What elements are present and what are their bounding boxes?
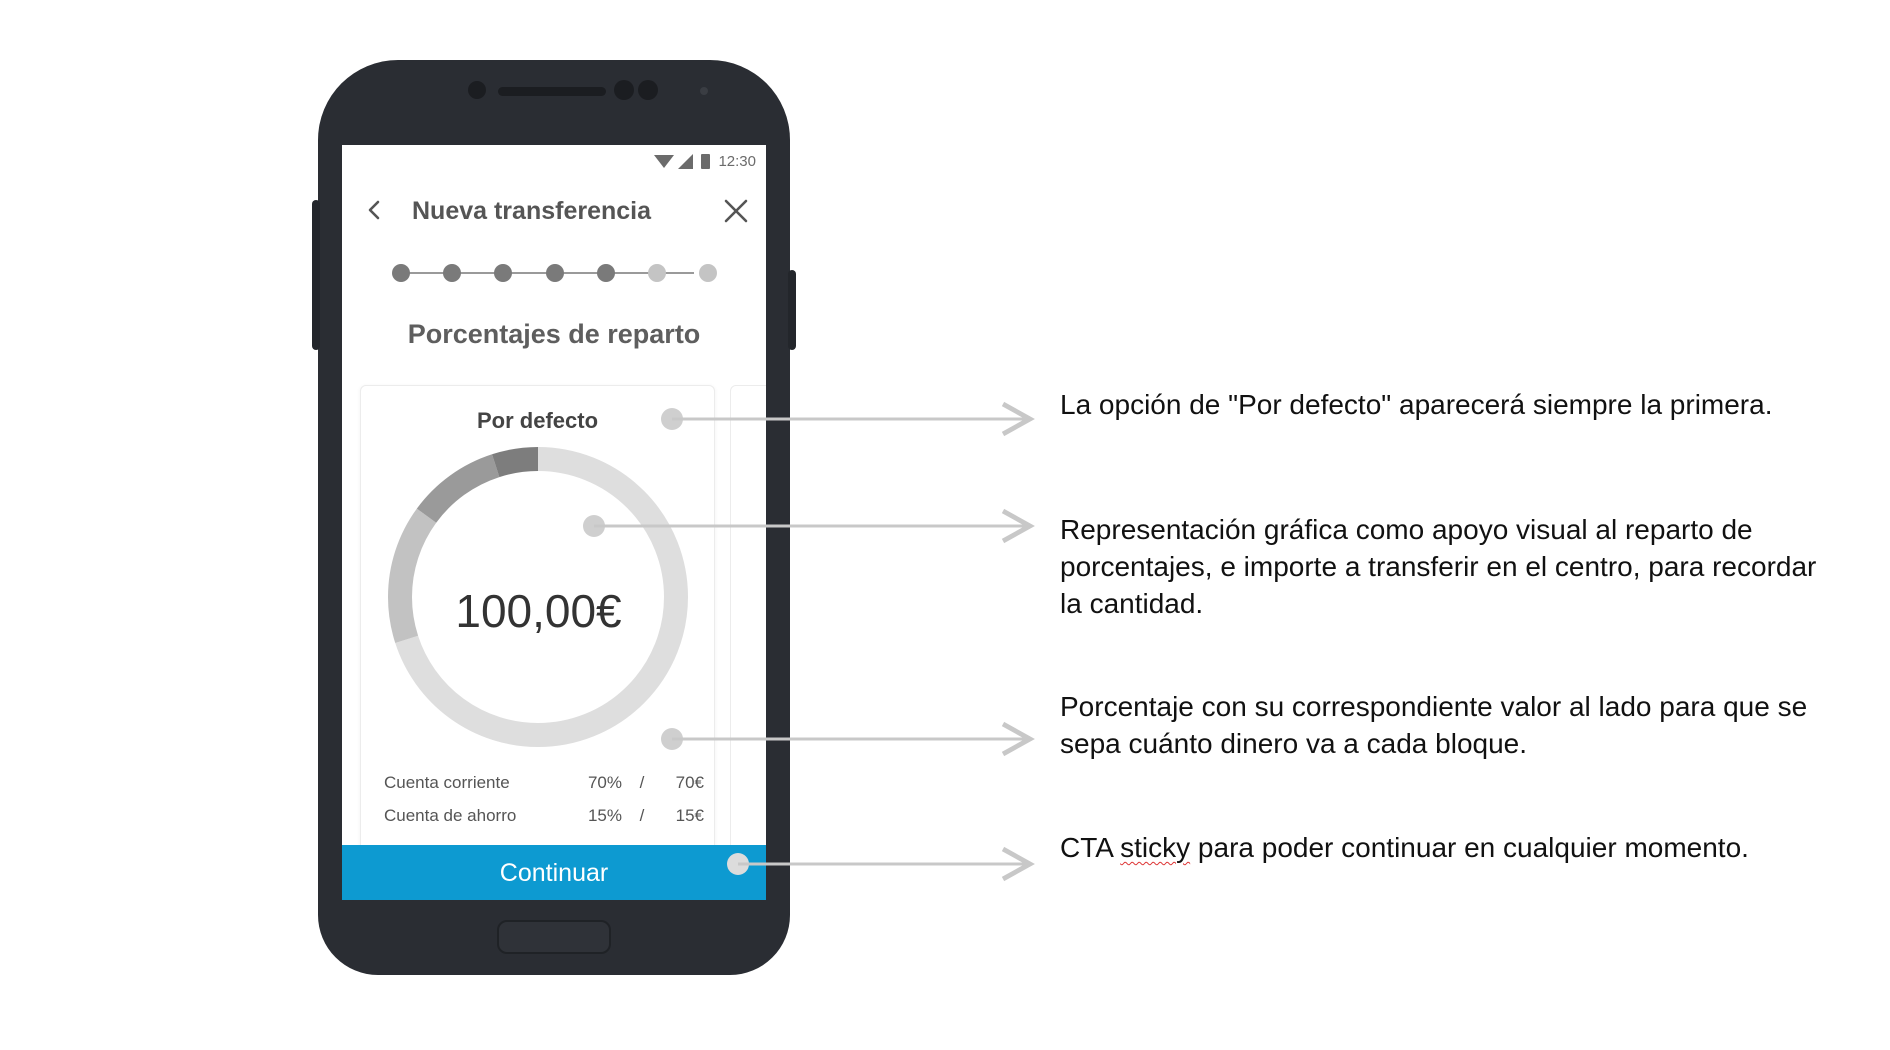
annotation-cta-spell: sticky: [1120, 832, 1191, 863]
annotation-cta-before: CTA: [1060, 832, 1121, 863]
phone-camera: [638, 80, 658, 100]
row-account-name: Cuenta de ahorro: [384, 805, 517, 825]
chevron-left-icon[interactable]: [364, 199, 386, 221]
phone-home-button: [497, 920, 611, 954]
distribution-card-default[interactable]: [360, 385, 715, 900]
annotation-rows: Porcentaje con su correspondiente valor al lado para que se sepa cuánto dinero va a cada bloque.: [1060, 691, 1808, 759]
card-title: Por defecto: [476, 408, 599, 433]
status-time: 12:30: [718, 152, 756, 170]
row-percent: 70%: [587, 772, 622, 792]
distribution-rows: [384, 766, 704, 832]
step-dot: [648, 264, 666, 282]
step-dot: [699, 264, 717, 282]
step-dot: [546, 264, 564, 282]
annotation-donut: Representación gráfica como apoyo visual al reparto de porcentajes, e importe a transferir en el centro, para recordar la cantidad.: [1060, 514, 1817, 619]
donut-amount: 100,00€: [455, 585, 622, 637]
wifi-icon: [654, 155, 674, 168]
app-header: [342, 187, 766, 231]
phone-side-button: [788, 270, 796, 350]
phone-camera: [614, 80, 634, 100]
section-title: Porcentajes de reparto: [407, 319, 701, 349]
status-bar: [654, 151, 756, 171]
phone-mockup: [318, 60, 790, 975]
phone-speaker: [498, 87, 606, 96]
signal-icon: [678, 154, 693, 169]
annotation-default-option: La opción de "Por defecto" aparecerá siempre la primera.: [1060, 389, 1773, 420]
distribution-row: [384, 799, 704, 832]
row-account-name: Cuenta corriente: [384, 772, 510, 792]
phone-side-button: [312, 200, 320, 350]
phone-screen: [342, 145, 766, 900]
row-separator: /: [639, 805, 645, 825]
step-dot: [597, 264, 615, 282]
row-value: 70€: [675, 772, 704, 792]
step-dot: [443, 264, 461, 282]
page-title: Nueva transferencia: [412, 197, 652, 225]
row-separator: /: [639, 772, 645, 792]
row-percent: 15%: [587, 805, 622, 825]
row-value: 15€: [675, 805, 704, 825]
progress-stepper: [392, 263, 702, 283]
distribution-card-next[interactable]: [730, 385, 766, 900]
phone-sensor: [700, 87, 708, 95]
annotation-cta-after: para poder continuar en cualquier momento.: [1190, 832, 1749, 863]
battery-icon: [701, 154, 710, 169]
step-dot: [494, 264, 512, 282]
annotation-cta: [1060, 829, 1820, 866]
phone-sensor: [468, 81, 486, 99]
step-dot: [392, 264, 410, 282]
continue-button[interactable]: Continuar: [342, 845, 766, 900]
close-icon[interactable]: [722, 197, 750, 225]
distribution-row: [384, 766, 704, 799]
